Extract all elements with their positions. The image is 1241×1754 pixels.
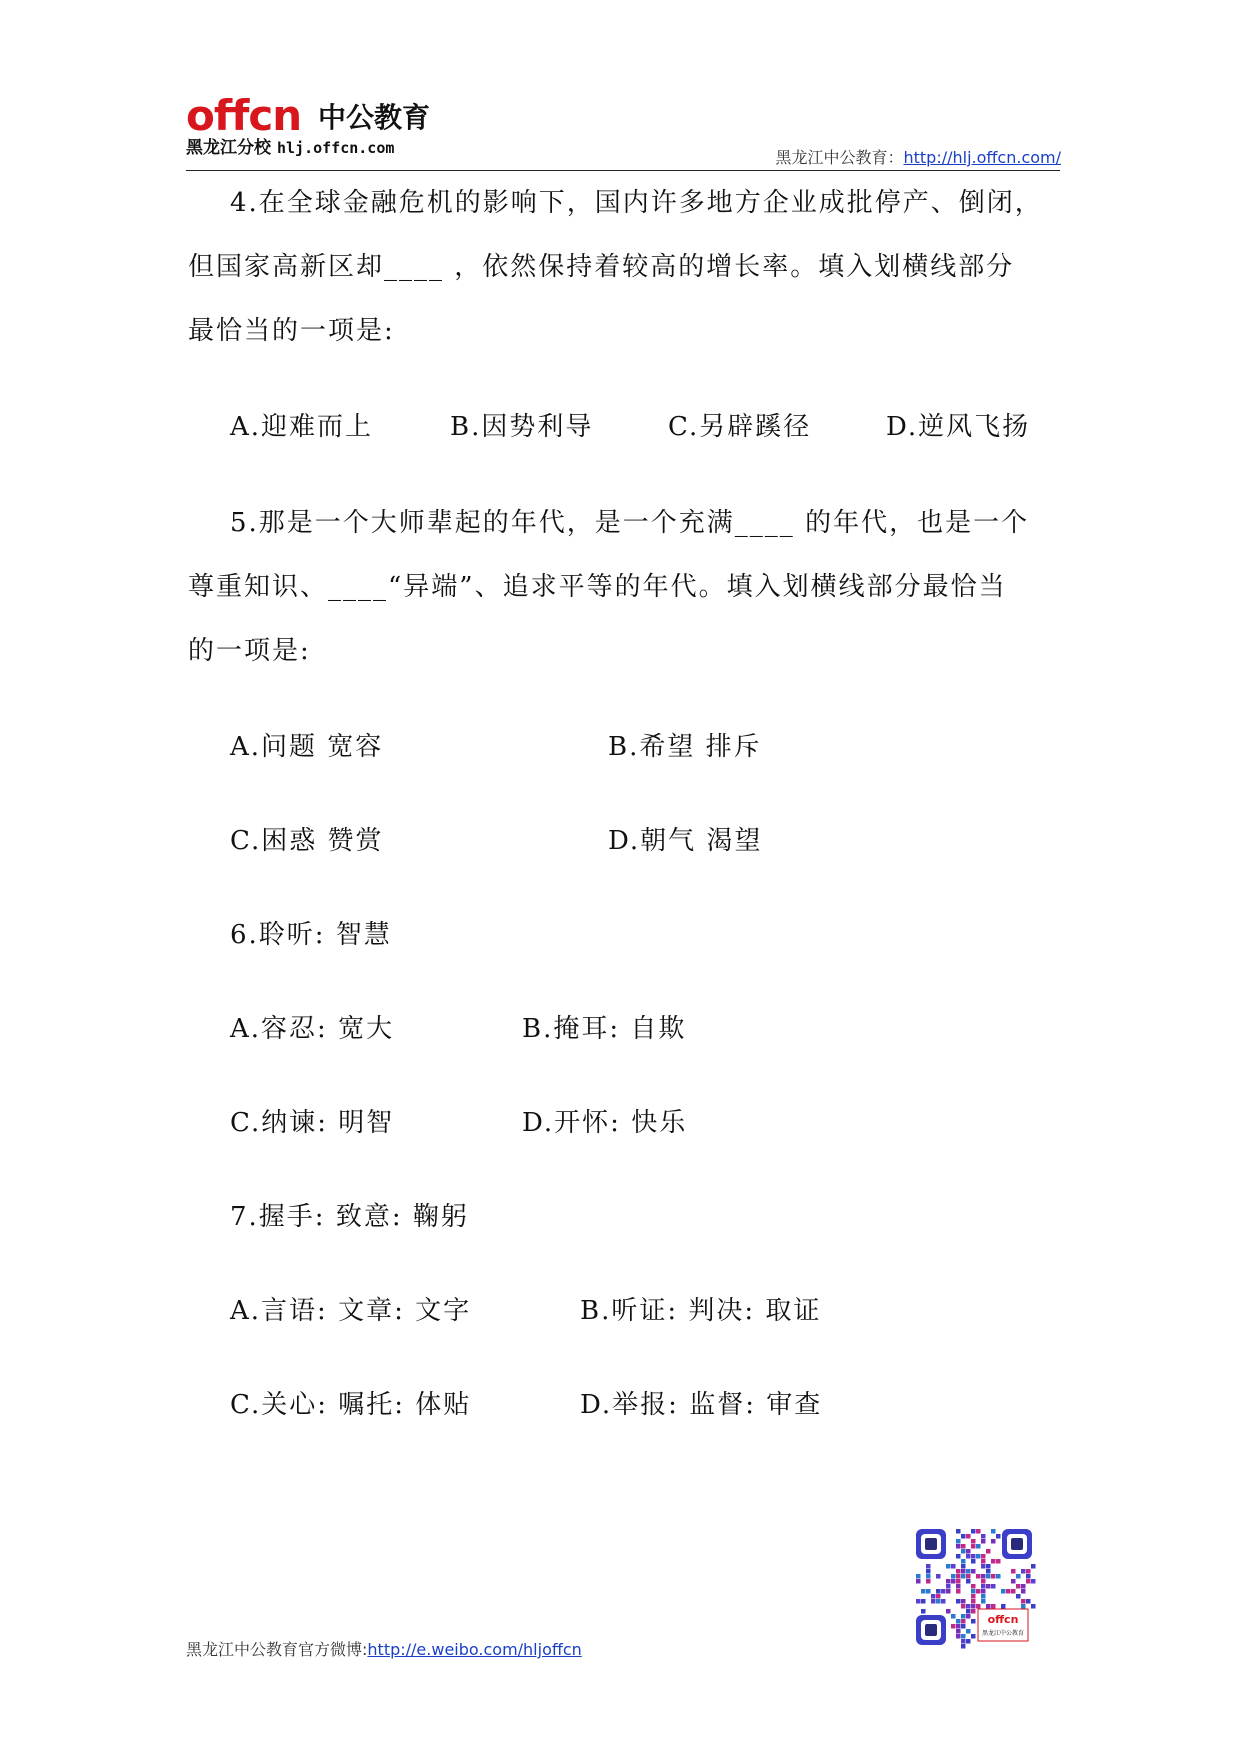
q4-line-3: 最恰当的一项是: (188, 316, 395, 346)
q6-option-a: A.容忍: 宽大 (230, 1014, 395, 1044)
qr-code-icon (912, 1525, 1036, 1649)
q5-option-d: D.朝气 渴望 (608, 826, 763, 856)
q6-option-d: D.开怀: 快乐 (522, 1108, 688, 1138)
q7-option-b: B.听证: 判决: 取证 (580, 1296, 822, 1326)
footer-weibo-link[interactable]: http://e.weibo.com/hljoffcn (367, 1640, 582, 1659)
q5-line-2: 尊重知识、____“异端”、追求平等的年代。填入划横线部分最恰当 (188, 572, 1007, 602)
q4-option-d: D.逆风飞扬 (886, 412, 1031, 442)
header-divider (186, 170, 1060, 171)
logo-branch: 黑龙江分校 (186, 138, 271, 158)
q5-option-b: B.希望 排斥 (608, 732, 762, 762)
header-site-label: 黑龙江中公教育： (775, 148, 904, 167)
header-site-info (775, 145, 1061, 168)
q4-option-a: A.迎难而上 (230, 412, 374, 442)
q4-line-1: 4.在全球金融危机的影响下，国内许多地方企业成批停产、倒闭， (230, 188, 1043, 218)
qr-caption: 黑龙江中公教育 (981, 1630, 1025, 1637)
q6-line-1: 6.聆听: 智慧 (230, 920, 392, 950)
q5-option-c: C.困惑 赞赏 (230, 826, 384, 856)
q5-line-3: 的一项是: (188, 636, 311, 666)
q4-option-c: C.另辟蹊径 (668, 412, 812, 442)
logo-chinese-name: 中公教育 (318, 101, 431, 134)
footer-weibo-info (186, 1637, 582, 1660)
q5-option-a: A.问题 宽容 (230, 732, 384, 762)
q6-option-b: B.掩耳: 自欺 (522, 1014, 687, 1044)
q5-line-1: 5.那是一个大师辈起的年代，是一个充满____ 的年代，也是一个 (230, 508, 1030, 538)
q7-option-d: D.举报: 监督: 审查 (580, 1390, 823, 1420)
q7-option-a: A.言语: 文章: 文字 (230, 1296, 472, 1326)
q4-option-b: B.因势利导 (450, 412, 594, 442)
logo-url: hlj.offcn.com (277, 139, 395, 157)
q7-line-1: 7.握手: 致意: 鞠躬 (230, 1202, 469, 1232)
logo-subtitle (186, 137, 394, 159)
offcn-logo (186, 93, 486, 163)
logo-brand: offcn (186, 91, 302, 140)
q4-line-2: 但国家高新区却____ ，依然保持着较高的增长率。填入划横线部分 (188, 252, 1015, 282)
q7-option-c: C.关心: 嘱托: 体贴 (230, 1390, 472, 1420)
svg-text:offcn: offcn (987, 1613, 1019, 1626)
q6-option-c: C.纳谏: 明智 (230, 1108, 395, 1138)
footer-weibo-label: 黑龙江中公教育官方微博: (186, 1640, 368, 1659)
header-site-link[interactable]: http://hlj.offcn.com/ (903, 148, 1061, 167)
